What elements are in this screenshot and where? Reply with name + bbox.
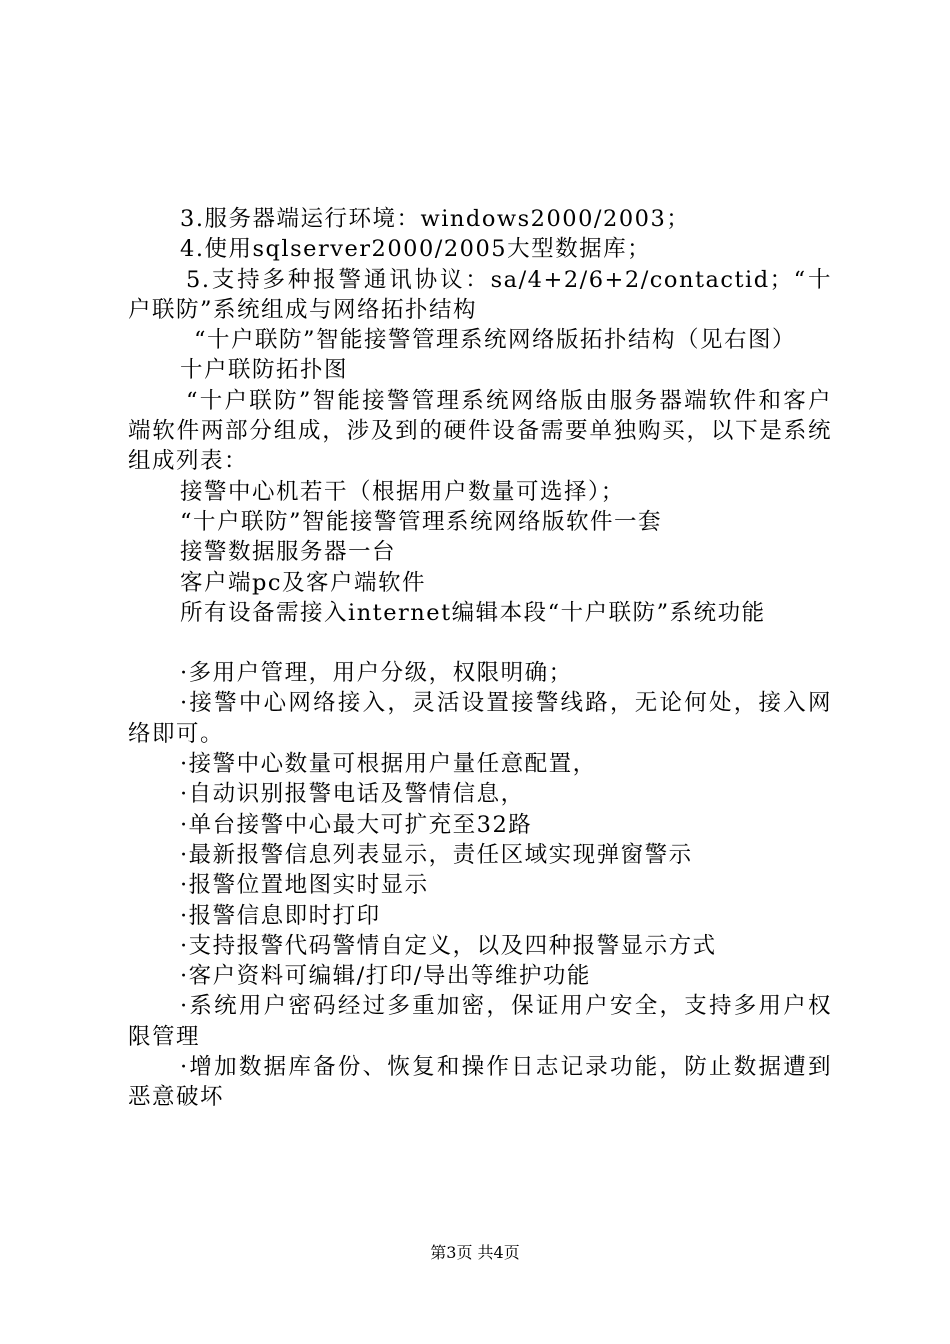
paragraph: “十户联防”智能接警管理系统网络版软件一套 [180,508,663,535]
list-item: ·报警信息即时打印 [180,902,381,929]
list-item: ·报警位置地图实时显示 [180,872,429,899]
paragraph: 3.服务器端运行环境：windows2000/2003； [180,206,691,232]
list-item: ·接警中心网络接入，灵活设置接警线路，无论何处，接入网络即可。 [128,690,832,747]
list-item: ·增加数据库备份、恢复和操作日志记录功能，防止数据遭到恶意破坏 [128,1054,832,1111]
list-item: ·单台接警中心最大可扩充至32路 [180,811,533,838]
list-item: ·多用户管理，用户分级，权限明确； [180,660,573,687]
list-item: ·自动识别报警电话及警情信息， [180,781,525,808]
paragraph: “十户联防”智能接警管理系统网络版拓扑结构（见右图） [194,327,797,354]
list-item: ·客户资料可编辑/打印/导出等维护功能 [180,963,591,990]
paragraph: 所有设备需接入internet编辑本段“十户联防”系统功能 [180,599,766,626]
paragraph: 客户端pc及客户端软件 [180,569,427,596]
list-item: ·最新报警信息列表显示，责任区域实现弹窗警示 [180,841,693,868]
list-item: ·接警中心数量可根据用户量任意配置， [180,751,597,778]
document-body [128,204,832,1113]
paragraph: 接警中心机若干（根据用户数量可选择）； [180,478,625,505]
page-number: 第3页 共4页 [430,1243,520,1262]
list-item: ·支持报警代码警情自定义，以及四种报警显示方式 [180,932,717,959]
paragraph: 5.支持多种报警通讯协议：sa/4+2/6+2/contactid；“十户联防”系统组成与网络拓扑结构 [128,266,832,323]
paragraph: 十户联防拓扑图 [180,357,349,384]
list-item: ·系统用户密码经过多重加密，保证用户安全，支持多用户权限管理 [128,993,832,1050]
paragraph: 接警数据服务器一台 [180,539,397,566]
paragraph: “十户联防”智能接警管理系统网络版由服务器端软件和客户端软件两部分组成，涉及到的硬件设备需要单独购买，以下是系统组成列表： [128,387,832,475]
page-footer [0,1243,950,1263]
paragraph: 4.使用sqlserver2000/2005大型数据库； [180,236,652,263]
